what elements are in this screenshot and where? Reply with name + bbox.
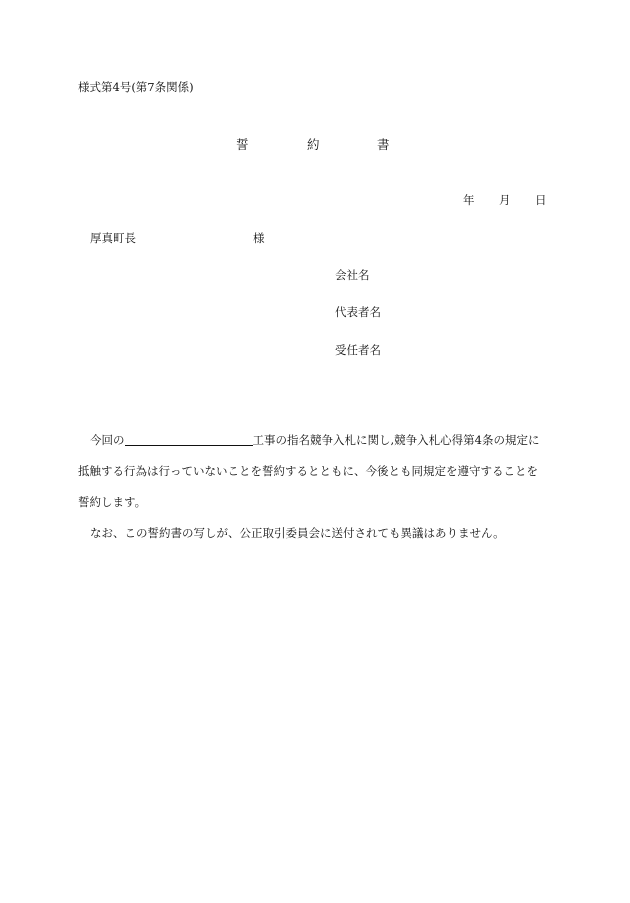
addressee-honorific: 様 (253, 231, 265, 245)
company-name-label: 会社名 (335, 268, 370, 282)
title-char-2: 約 (307, 137, 320, 152)
body-line-4: なお、この誓約書の写しが、公正取引委員会に送付されても異議はありません。 (90, 526, 505, 540)
project-name-blank (125, 433, 253, 446)
month-label: 月 (499, 193, 511, 207)
day-label: 日 (535, 193, 547, 207)
agent-name-label: 受任者名 (335, 343, 381, 357)
title-char-3: 書 (377, 137, 390, 152)
year-label: 年 (463, 193, 475, 207)
body-line-1-prefix: 今回の (90, 433, 125, 447)
document-title (0, 137, 630, 153)
body-line-3: 誓約します。 (78, 495, 147, 509)
form-number: 様式第4号(第7条関係) (78, 80, 194, 94)
title-char-1: 誓 (236, 137, 249, 152)
body-line-1-suffix: 工事の指名競争入札に関し,競争入札心得第4条の規定に (252, 433, 540, 447)
date-line (0, 193, 630, 207)
representative-name-label: 代表者名 (335, 305, 381, 319)
pledge-body (78, 425, 553, 549)
body-line-2: 抵触する行為は行っていないことを誓約するとともに、今後とも同規定を遵守することを (78, 464, 538, 478)
addressee-name: 厚真町長 (90, 231, 136, 245)
body-line-1 (78, 425, 553, 456)
